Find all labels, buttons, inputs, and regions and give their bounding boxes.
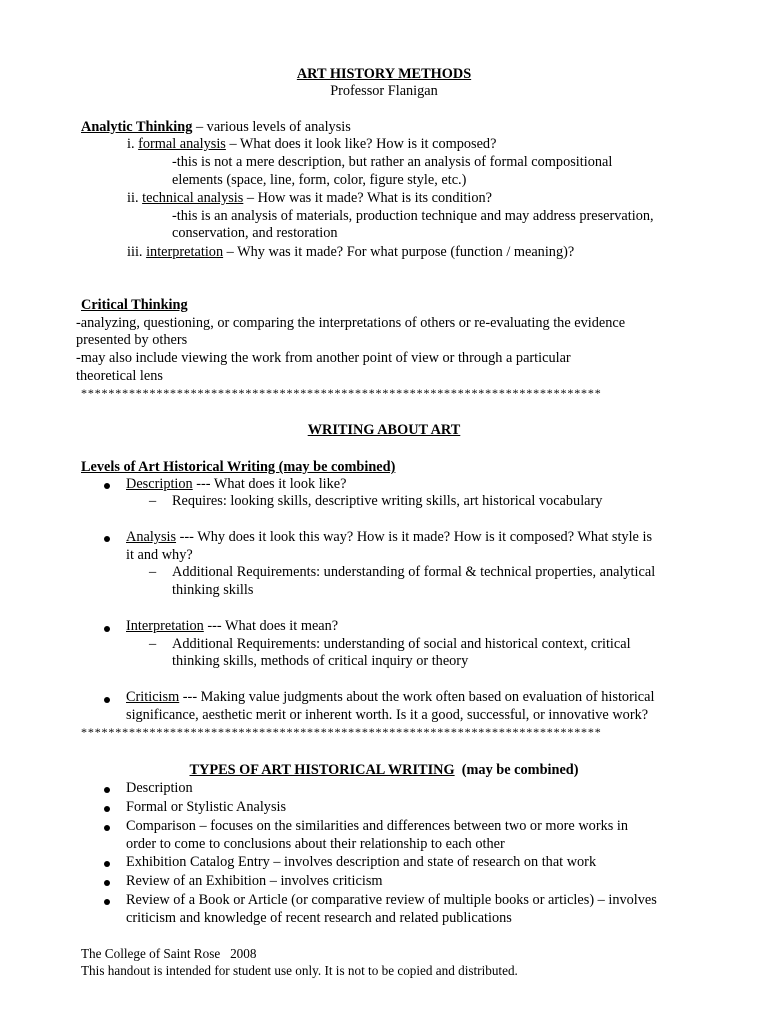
footer-line-2: This handout is intended for student use only. It is not to be copied and distributed. <box>81 963 518 978</box>
critical-line-2: presented by others <box>76 332 188 348</box>
dash-marker: – <box>149 493 157 509</box>
document-title: ART HISTORY METHODS <box>296 66 472 82</box>
separator-1: **************************************************************************** <box>81 386 602 400</box>
separator-2: **************************************************************************** <box>81 725 602 739</box>
criticism-line-2: significance, aesthetic merit or inherent worth. Is it a good, successful, or innovative work? <box>126 707 649 723</box>
item-term: technical analysis <box>142 190 244 206</box>
item-rest: – How was it made? What is its condition? <box>243 190 493 206</box>
level-rest: --- What does it look like? <box>192 476 347 492</box>
bullet-dot <box>104 483 110 489</box>
critical-heading: Critical Thinking <box>81 297 188 313</box>
types-title-main: TYPES OF ART HISTORICAL WRITING <box>189 762 455 778</box>
critical-line-3: -may also include viewing the work from another point of view or through a particular <box>76 350 571 366</box>
level-analysis <box>126 529 652 547</box>
item-term: formal analysis <box>138 136 226 152</box>
bullet-dot <box>104 626 110 632</box>
type-item-continued: order to come to conclusions about their relationship to each other <box>126 836 505 852</box>
analytic-item-iii <box>127 244 574 262</box>
critical-line-4: theoretical lens <box>76 368 163 384</box>
analysis-requirement-2: thinking skills <box>172 582 254 598</box>
types-title-suffix: (may be combined) <box>461 762 579 778</box>
footer-line-1: The College of Saint Rose 2008 <box>81 946 257 961</box>
level-term: Analysis <box>126 529 177 545</box>
types-title <box>0 762 768 780</box>
analysis-requirement-1: Additional Requirements: understanding of formal & technical properties, analytical <box>172 564 656 580</box>
bullet-dot <box>104 899 110 905</box>
type-item: Formal or Stylistic Analysis <box>126 799 287 815</box>
bullet-dot <box>104 861 110 867</box>
dash-marker: – <box>149 564 157 580</box>
item-rest: – Why was it made? For what purpose (function / meaning)? <box>223 244 575 260</box>
bullet-dot <box>104 880 110 886</box>
bullet-dot <box>104 806 110 812</box>
type-item: Review of an Exhibition – involves criticism <box>126 873 383 889</box>
type-item: Comparison – focuses on the similarities and differences between two or more works in <box>126 818 628 834</box>
bullet-dot <box>104 536 110 542</box>
analytic-heading <box>81 119 351 137</box>
level-term: Criticism <box>126 689 180 705</box>
writing-title: WRITING ABOUT ART <box>307 422 461 438</box>
critical-line-1: -analyzing, questioning, or comparing the interpretations of others or re-evaluating the evidence <box>76 315 626 331</box>
level-term: Interpretation <box>126 618 204 634</box>
type-item-continued: criticism and knowledge of recent research and related publications <box>126 910 512 926</box>
analytic-heading-term: Analytic Thinking <box>81 119 193 135</box>
bullet-dot <box>104 825 110 831</box>
bullet-dot <box>104 697 110 703</box>
item-rest: – What does it look like? How is it composed? <box>225 136 497 152</box>
analytic-item-ii <box>127 190 492 208</box>
level-criticism <box>126 689 654 707</box>
levels-heading: Levels of Art Historical Writing (may be combined) <box>81 459 396 475</box>
type-item: Review of a Book or Article (or comparative review of multiple books or articles) – involves <box>126 892 657 908</box>
bullet-dot <box>104 787 110 793</box>
level-rest: --- Why does it look this way? How is it made? How is it composed? What style is <box>176 529 653 545</box>
item-number: ii. <box>127 190 143 206</box>
type-item: Exhibition Catalog Entry – involves description and state of research on that work <box>126 854 597 870</box>
analytic-heading-rest: – various levels of analysis <box>192 119 351 135</box>
item-term: interpretation <box>146 244 224 260</box>
analytic-item-i <box>127 136 496 154</box>
professor-name: Professor Flanigan <box>330 83 438 99</box>
level-rest: --- Making value judgments about the work often based on evaluation of historical <box>179 689 655 705</box>
level-term: Description <box>126 476 193 492</box>
level-interpretation <box>126 618 338 636</box>
analysis-line-2: it and why? <box>126 547 193 563</box>
analytic-ii-note-1: -this is an analysis of materials, production technique and may address preservation, <box>172 208 654 224</box>
analytic-i-note-1: -this is not a mere description, but rather an analysis of formal compositional <box>172 154 613 170</box>
description-requirement: Requires: looking skills, descriptive writing skills, art historical vocabulary <box>172 493 603 509</box>
level-rest: --- What does it mean? <box>203 618 339 634</box>
dash-marker: – <box>149 636 157 652</box>
analytic-ii-note-2: conservation, and restoration <box>172 225 338 241</box>
item-number: iii. <box>127 244 147 260</box>
interpretation-requirement-1: Additional Requirements: understanding of social and historical context, critical <box>172 636 631 652</box>
type-item: Description <box>126 780 193 796</box>
level-description <box>126 476 347 494</box>
analytic-i-note-2: elements (space, line, form, color, figure style, etc.) <box>172 172 467 188</box>
interpretation-requirement-2: thinking skills, methods of critical inquiry or theory <box>172 653 469 669</box>
item-number: i. <box>127 136 139 152</box>
